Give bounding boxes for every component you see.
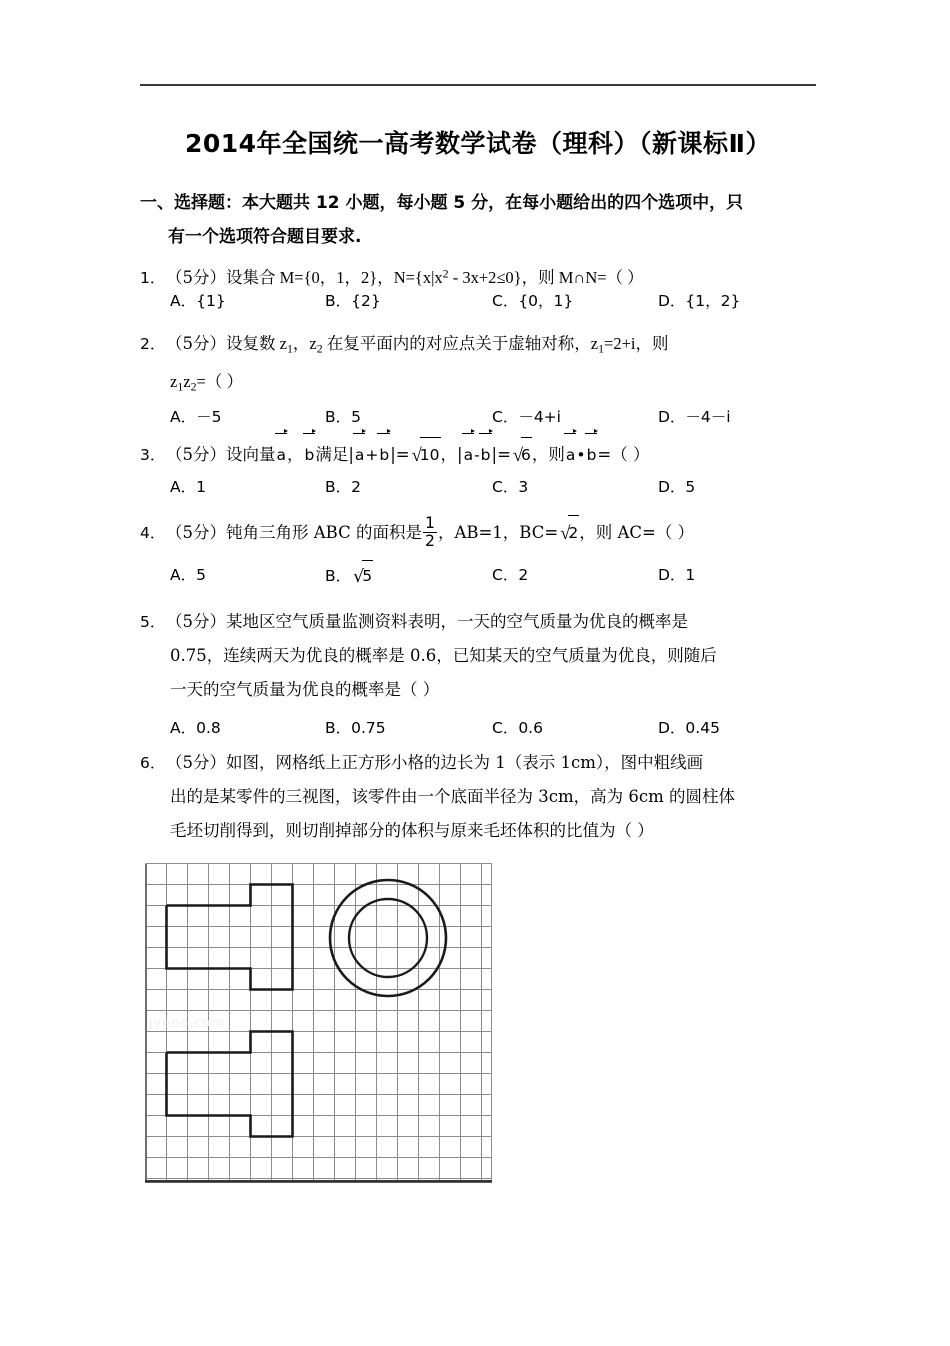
- question-3-number: 3．: [140, 446, 166, 464]
- question-3-text-6: ，则: [531, 445, 565, 464]
- sqrt-6-radicand: 6: [521, 437, 532, 472]
- question-5-line2: 0.75，连续两天为优良的概率是 0.6，已知某天的空气质量为优良，则随后: [170, 646, 717, 665]
- outer-circle: [330, 880, 446, 996]
- question-1-option-d[interactable]: D．{1，2}: [658, 292, 741, 310]
- header-divider-rule: [140, 84, 816, 86]
- question-2-stem-c: 在复平面内的对应点关于虚轴对称，z: [322, 334, 599, 353]
- question-1-option-b[interactable]: B．{2}: [325, 292, 381, 310]
- question-4-option-a[interactable]: A．5: [170, 566, 206, 584]
- question-4-number: 4．: [140, 524, 166, 542]
- question-6-marks: （5分）: [166, 753, 226, 772]
- question-5-options: [140, 713, 840, 745]
- section-heading: [140, 186, 818, 254]
- question-5-line3: 一天的空气质量为优良的概率是（ ）: [170, 680, 440, 699]
- question-6-line1: 如图，网格纸上正方形小格的边长为 1（表示 1cm），图中粗线画: [226, 753, 704, 772]
- question-3-text-5: |=: [491, 445, 511, 464]
- question-5-option-c[interactable]: C．0.6: [492, 719, 543, 737]
- question-4-option-c[interactable]: C．2: [492, 566, 529, 584]
- question-3-option-b[interactable]: B．2: [325, 478, 361, 496]
- question-3-minus: -: [474, 446, 480, 464]
- vector-a-2: a: [354, 438, 366, 472]
- question-5-option-a[interactable]: A．0.8: [170, 719, 221, 737]
- radical-sign-icon: √: [411, 445, 422, 466]
- question-2-z1: z: [170, 372, 178, 392]
- vector-a-3: a: [463, 438, 475, 472]
- question-6-figure: [145, 863, 493, 1183]
- sqrt-2-radicand: 2: [568, 515, 579, 550]
- question-4: [140, 515, 830, 550]
- sqrt-5-radicand: 5: [362, 560, 373, 591]
- question-6-number: 6．: [140, 754, 166, 772]
- fraction-denominator: 2: [424, 531, 435, 551]
- question-3-option-d[interactable]: D．5: [658, 478, 696, 496]
- question-1-option-c[interactable]: C．{0，1}: [492, 292, 574, 310]
- sqrt-10: [410, 437, 441, 472]
- question-4-marks: （5分）: [166, 523, 226, 542]
- radical-sign-icon: √: [353, 567, 365, 588]
- question-1-stem-exponent: 2: [442, 266, 449, 280]
- question-2-number: 2．: [140, 335, 166, 353]
- question-3: [140, 437, 830, 472]
- question-3-text-3: |=: [390, 445, 410, 464]
- question-4-option-b-label: B．: [325, 567, 352, 585]
- question-3-text-7: =（ ）: [597, 445, 650, 464]
- question-3-comma-1: ，: [287, 445, 304, 464]
- question-2-sub-2: 2: [316, 341, 323, 356]
- question-5-option-d[interactable]: D．0.45: [658, 719, 720, 737]
- question-5-line1: 某地区空气质量监测资料表明，一天的空气质量为优良的概率是: [226, 612, 688, 631]
- dot-product-operator: •: [576, 446, 586, 464]
- question-2-marks: （5分）: [166, 334, 226, 353]
- question-2-option-c[interactable]: C．－4+i: [492, 408, 561, 426]
- question-3-option-c[interactable]: C．3: [492, 478, 529, 496]
- vector-b-4: b: [586, 438, 598, 472]
- question-1-marks: （5分）: [166, 267, 226, 287]
- question-2-z2: z: [183, 372, 191, 392]
- question-1-stem-post: - 3x+2≤0}，则 M∩N=（ ）: [448, 267, 644, 287]
- question-3-option-a[interactable]: A．1: [170, 478, 206, 496]
- inner-circle: [349, 899, 427, 977]
- section-heading-line2: 有一个选项符合题目要求.: [168, 227, 362, 247]
- vector-b-3: b: [480, 438, 492, 472]
- question-3-text-2: 满足|: [315, 445, 354, 464]
- fraction-numerator: 1: [424, 513, 435, 533]
- question-6-line2: 出的是某零件的三视图，该零件由一个底面半径为 3cm，高为 6cm 的圆柱体: [170, 787, 736, 806]
- fraction-one-half: [423, 515, 437, 550]
- vector-b-2: b: [378, 438, 390, 472]
- question-3-text-1: 设向量: [226, 445, 276, 464]
- sqrt-5: [351, 560, 373, 592]
- question-2-stem-d: =2+i，则: [604, 334, 669, 353]
- question-2-option-b[interactable]: B．5: [325, 408, 361, 426]
- page-title: 2014年全国统一高考数学试卷（理科）（新课标Ⅱ）: [184, 129, 772, 158]
- question-3-text-4: ，|: [440, 445, 463, 464]
- question-4-options: [140, 560, 840, 592]
- question-1-stem-pre: 设集合 M={0，1，2}，N={x|x: [226, 267, 443, 287]
- question-4-text-2: ，AB=1，BC=: [437, 523, 559, 542]
- question-5-marks: （5分）: [166, 612, 226, 631]
- question-2-stem-b: ，z: [292, 334, 317, 353]
- top-view-annulus: [330, 880, 446, 996]
- vector-a-4: a: [565, 438, 577, 472]
- question-3-plus: +: [365, 446, 379, 464]
- question-3-options: [140, 472, 840, 504]
- vector-b-1: b: [304, 438, 316, 472]
- question-1-number: 1．: [140, 268, 166, 287]
- question-6-line3: 毛坯切削得到，则切削掉部分的体积与原来毛坯体积的比值为（ ）: [170, 821, 654, 840]
- watermark: jyeoo.com: [149, 1016, 225, 1031]
- question-2-sub-3: 1: [598, 341, 605, 356]
- question-2-sub-1: 1: [286, 341, 293, 356]
- sqrt-6: [511, 437, 532, 472]
- question-2-stem-a: 设复数 z: [226, 334, 287, 353]
- question-4-option-b[interactable]: [325, 560, 373, 592]
- question-5: [140, 605, 830, 707]
- question-1-option-a[interactable]: A．{1}: [170, 292, 226, 310]
- question-2-stem-line2: [140, 365, 830, 403]
- question-4-text-3: ，则 AC=（ ）: [579, 523, 695, 542]
- question-2-stem-tail: =（ ）: [196, 372, 243, 392]
- question-4-text-1: 钝角三角形 ABC 的面积是: [226, 523, 422, 542]
- question-1-options: [140, 286, 840, 318]
- vector-a-1: a: [276, 438, 288, 472]
- sqrt-10-radicand: 10: [420, 437, 441, 472]
- question-2: [140, 327, 830, 404]
- question-5-number: 5．: [140, 613, 166, 631]
- question-6: [140, 746, 830, 848]
- question-2-option-d[interactable]: D．－4－i: [658, 408, 731, 426]
- question-3-marks: （5分）: [166, 445, 226, 464]
- question-2-option-a[interactable]: A．－5: [170, 408, 222, 426]
- section-heading-line1: 一、选择题：本大题共 12 小题，每小题 5 分，在每小题给出的四个选项中，只: [140, 193, 744, 213]
- question-2-z2-sub: 2: [190, 379, 197, 394]
- radical-sign-icon: √: [560, 523, 571, 544]
- sqrt-2: [558, 515, 579, 550]
- question-2-z1-sub: 1: [177, 379, 184, 394]
- question-4-option-d[interactable]: D．1: [658, 566, 696, 584]
- radical-sign-icon: √: [512, 445, 524, 466]
- question-5-option-b[interactable]: B．0.75: [325, 719, 386, 737]
